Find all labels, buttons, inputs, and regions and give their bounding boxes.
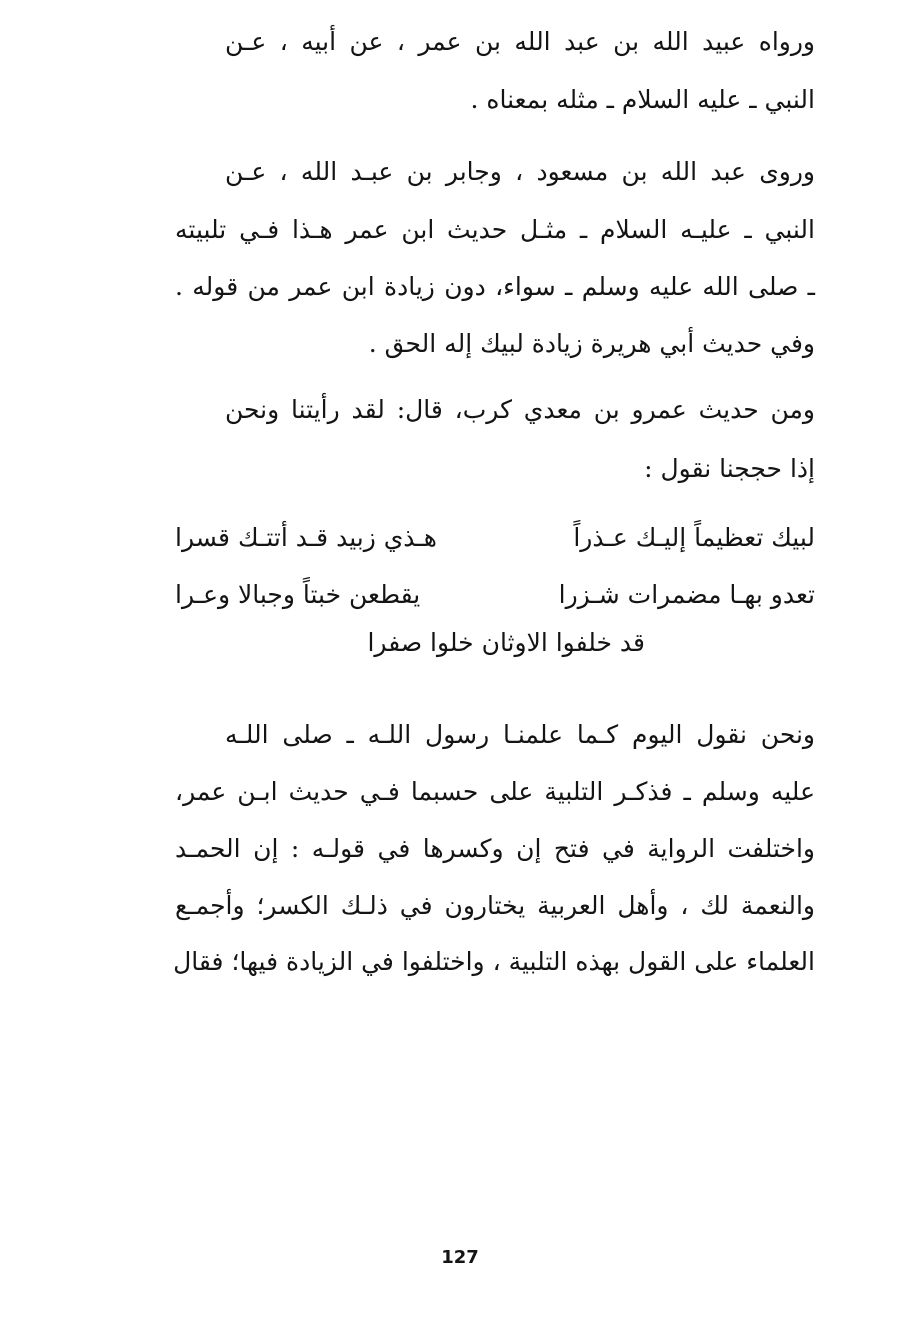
verse-second-hemistich: يقطعن خبتاً وجبالا وعـرا (175, 580, 421, 609)
text-line: عليه وسلم ـ فذكـر التلبية على حسبما فـي حديث ابـن عمر، (175, 777, 815, 806)
text-line: واختلفت الرواية في فتح إن وكسرها في قولـه : إن الحمـد (175, 834, 815, 863)
text-line: ورواه عبيد الله بن عبد الله بن عمر ، عن أبيه ، عـن (225, 27, 815, 56)
text-line: ونحن نقول اليوم كـما علمنـا رسول اللـه ـ صلى اللـه (225, 720, 815, 749)
text-line: والنعمة لك ، وأهل العربية يختارون في ذلـك الكسر؛ وأجمـع (175, 891, 815, 920)
page-number: 127 (441, 1247, 479, 1268)
verse-second-hemistich: هـذي زبيد قـد أتتـك قسرا (175, 523, 437, 552)
verse-first-hemistich: تعدو بهـا مضمرات شـزرا (558, 580, 815, 609)
text-line: العلماء على القول بهذه التلبية ، واختلفوا في الزيادة فيها؛ فقال (173, 947, 815, 976)
text-line: إذا حججنا نقول : (644, 454, 815, 483)
verse-first-hemistich: لبيك تعظيماً إليـك عـذراً (573, 523, 815, 552)
text-line: النبي ـ عليـه السلام ـ مثـل حديث ابن عمر هـذا فـي تلبيته (175, 215, 815, 244)
verse-row (175, 518, 815, 558)
text-line: ـ صلى الله عليه وسلم ـ سواء، دون زيادة ابن عمر من قوله . (175, 272, 815, 301)
text-line: وروى عبد الله بن مسعود ، وجابر بن عبـد الله ، عـن (225, 157, 815, 186)
text-line: النبي ـ عليه السلام ـ مثله بمعناه . (470, 85, 815, 114)
text-line: وفي حديث أبي هريرة زيادة لبيك إله الحق . (368, 329, 815, 358)
text-line: ومن حديث عمرو بن معدي كرب، قال: لقد رأيتنا ونحن (225, 395, 815, 424)
verse-row (175, 575, 815, 615)
verse-single-line: قد خلفوا الاوثان خلوا صفرا (367, 628, 645, 657)
